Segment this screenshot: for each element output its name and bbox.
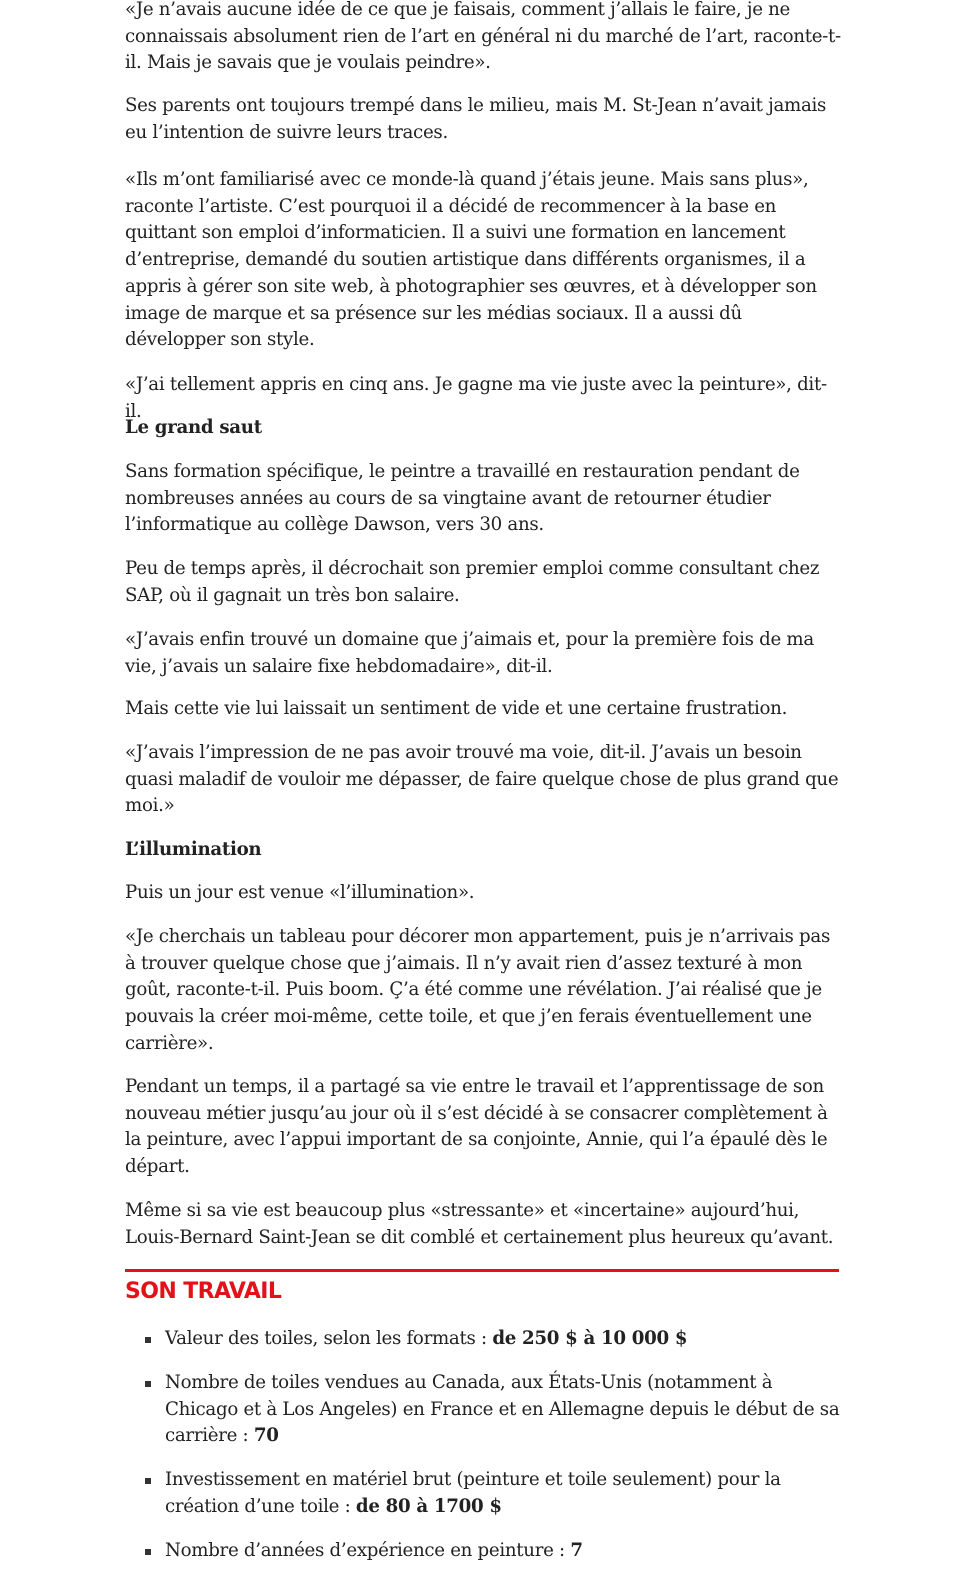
paragraph: Puis un jour est venue «l’illumination». [125,882,475,903]
paragraph: «Je n’avais aucune idée de ce que je faisais, comment j’allais le faire, je ne connaissais absolument rien de l’art en général ni du marché de l’art, raconte-t-il. Mais je savais que je voulais peindre». [125,0,841,74]
paragraph: Pendant un temps, il a partagé sa vie entre le travail et l’apprentissage de son nouveau métier jusqu’au jour où il s’est décidé à se consacrer complètement à la peinture, avec l’appui important de sa conjointe, Annie, qui l’a épaulé dès le départ. [125,1076,828,1178]
paragraph: Ses parents ont toujours trempé dans le milieu, mais M. St-Jean n’avait jamais eu l’intention de suivre leurs traces. [125,95,827,143]
paragraph: «Je cherchais un tableau pour décorer mon appartement, puis je n’arrivais pas à trouver quelque chose que j’aimais. Il n’y avait rien d’assez texturé à mon goût, raconte-t-il. Puis boom. Ç’a été comme une révélation. J’ai réalisé que je pouvais la créer moi-même, cette toile, et que j’en ferais éventuellement une carrière». [125,926,830,1054]
paragraph: «J’avais l’impression de ne pas avoir trouvé ma voie, dit-il. J’avais un besoin quasi maladif de vouloir me dépasser, de faire quelque chose de plus grand que moi.» [125,742,839,817]
fact-value: 7 [570,1540,583,1561]
fact-label: Nombre d’années d’expérience en peinture : [165,1540,571,1561]
bullet-icon [145,1478,151,1484]
bullet-icon [145,1337,151,1343]
paragraph: «J’ai tellement appris en cinq ans. Je gagne ma vie juste avec la peinture», dit-il. [125,374,827,422]
fact-value: de 80 à 1700 $ [355,1495,502,1517]
bullet-icon [145,1381,151,1387]
paragraph: Mais cette vie lui laissait un sentiment de vide et une certaine frustration. [125,698,788,719]
paragraph: Peu de temps après, il décrochait son premier emploi comme consultant chez SAP, où il gagnait un très bon salaire. [125,558,820,606]
bullet-icon [145,1549,151,1555]
fact-value: de 250 $ à 10 000 $ [492,1328,688,1349]
paragraph: Même si sa vie est beaucoup plus «stressante» et «incertaine» aujourd’hui, Louis-Bernard Saint-Jean se dit comblé et certainement plus heureux qu’avant. [125,1200,834,1248]
fact-label: Investissement en matériel brut (peinture et toile seulement) pour la création d’une toile : [165,1469,781,1517]
subhead-le-grand-saut: Le grand saut [125,417,262,438]
list-item [165,1538,841,1565]
paragraph: «J’avais enfin trouvé un domaine que j’aimais et, pour la première fois de ma vie, j’avais un salaire fixe hebdomadaire», dit-il. [125,629,814,677]
fact-label: Nombre de toiles vendues au Canada, aux États-Unis (notamment à Chicago et à Los Angeles) en France et en Allemagne depuis le début de sa carrière : [165,1372,840,1447]
fact-value: 70 [253,1425,279,1447]
box-title: SON TRAVAIL [125,1269,839,1306]
paragraph: «Ils m’ont familiarisé avec ce monde-là quand j’étais jeune. Mais sans plus», raconte l’artiste. C’est pourquoi il a décidé de recommencer à la base en quittant son emploi d’informaticien. Il a suivi une formation en lancement d’entreprise, demandé du soutien artistique dans différents organismes, il a appris à gérer son site web, à photographier ses œuvres, et à développer son image de marque et sa présence sur les médias sociaux. Il a aussi dû développer son style. [125,169,817,351]
list-item [165,1370,841,1450]
paragraph: Sans formation spécifique, le peintre a travaillé en restauration pendant de nombreuses années au cours de sa vingtaine avant de retourner étudier l’informatique au collège Dawson, vers 30 ans. [125,461,800,536]
subhead-illumination: L’illumination [125,839,262,860]
list-item [165,1326,841,1353]
fact-label: Valeur des toiles, selon les formats : [165,1328,493,1349]
list-item [165,1467,841,1520]
